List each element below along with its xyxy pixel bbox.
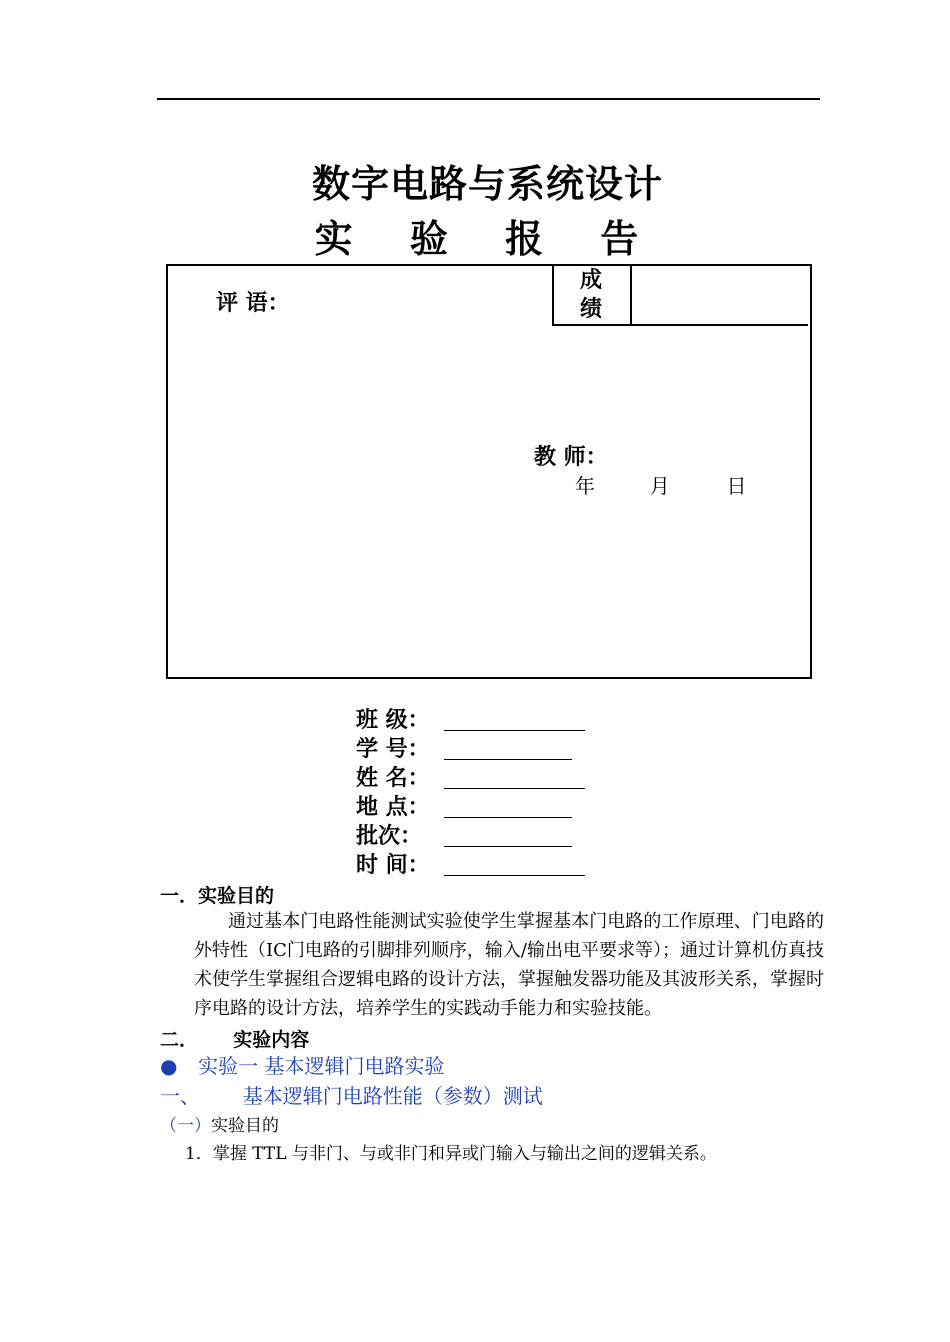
subsection-title: 基本逻辑门电路性能（参数）测试	[242, 1084, 543, 1108]
section2-number: 二．	[160, 1029, 199, 1051]
list-item: 1．掌握 TTL 与非门、与或非门和异或门输入与输出之间的逻辑关系。	[185, 1144, 717, 1164]
bullet-icon: ●	[160, 1054, 178, 1078]
section1-heading: 一．实验目的	[160, 885, 275, 907]
info-location-field[interactable]	[444, 795, 572, 818]
info-location-label: 地 点：	[356, 795, 430, 820]
date-year: 年	[575, 474, 595, 498]
info-location	[356, 793, 585, 822]
info-batch	[356, 822, 585, 851]
grade-label	[554, 266, 628, 324]
info-class-label: 班 级：	[356, 708, 430, 733]
info-class-field[interactable]	[444, 708, 585, 731]
student-info	[356, 706, 585, 880]
teacher-label: 教 师：	[534, 445, 608, 470]
grade-label-line1: 成	[579, 268, 602, 293]
info-time	[356, 851, 585, 880]
info-name-label: 姓 名：	[356, 766, 430, 791]
info-batch-label: 批次：	[356, 824, 423, 849]
info-time-field[interactable]	[444, 853, 585, 876]
experiment-title: 实验一 基本逻辑门电路实验	[198, 1054, 445, 1078]
section2-title: 实验内容	[233, 1029, 310, 1051]
document-subtitle: 实 验 报 告	[314, 217, 661, 261]
experiment-title-line	[160, 1050, 445, 1079]
section2-heading	[160, 1025, 309, 1052]
date-row	[575, 470, 746, 499]
date-day: 日	[726, 474, 747, 498]
comment-label: 评 语：	[216, 291, 290, 316]
grade-value-cell	[630, 264, 808, 326]
subsection-line	[160, 1080, 543, 1109]
grade-label-line2: 绩	[579, 297, 602, 322]
info-batch-field[interactable]	[444, 824, 572, 847]
info-time-label: 时 间：	[356, 853, 430, 878]
sub-subsection-title: （一）实验目的	[160, 1116, 279, 1136]
subsection-number: 一、	[160, 1084, 200, 1108]
info-id-field[interactable]	[444, 737, 572, 760]
info-id	[356, 735, 585, 764]
header-rule	[157, 98, 820, 100]
document-title: 数字电路与系统设计	[311, 162, 663, 206]
info-id-label: 学 号：	[356, 737, 430, 762]
info-class	[356, 706, 585, 735]
date-month: 月	[649, 474, 670, 498]
section1-paragraph: 通过基本门电路性能测试实验使学生掌握基本门电路的工作原理、门电路的外特性（IC门电路的引脚排列顺序，输入/输出电平要求等）；通过计算机仿真技术使学生掌握组合逻辑电路的设计方法，掌握触发器功能及其波形关系，掌握时序电路的设计方法，培养学生的实践动手能力和实验技能。	[194, 911, 824, 1019]
info-name-field[interactable]	[444, 766, 585, 789]
info-name	[356, 764, 585, 793]
